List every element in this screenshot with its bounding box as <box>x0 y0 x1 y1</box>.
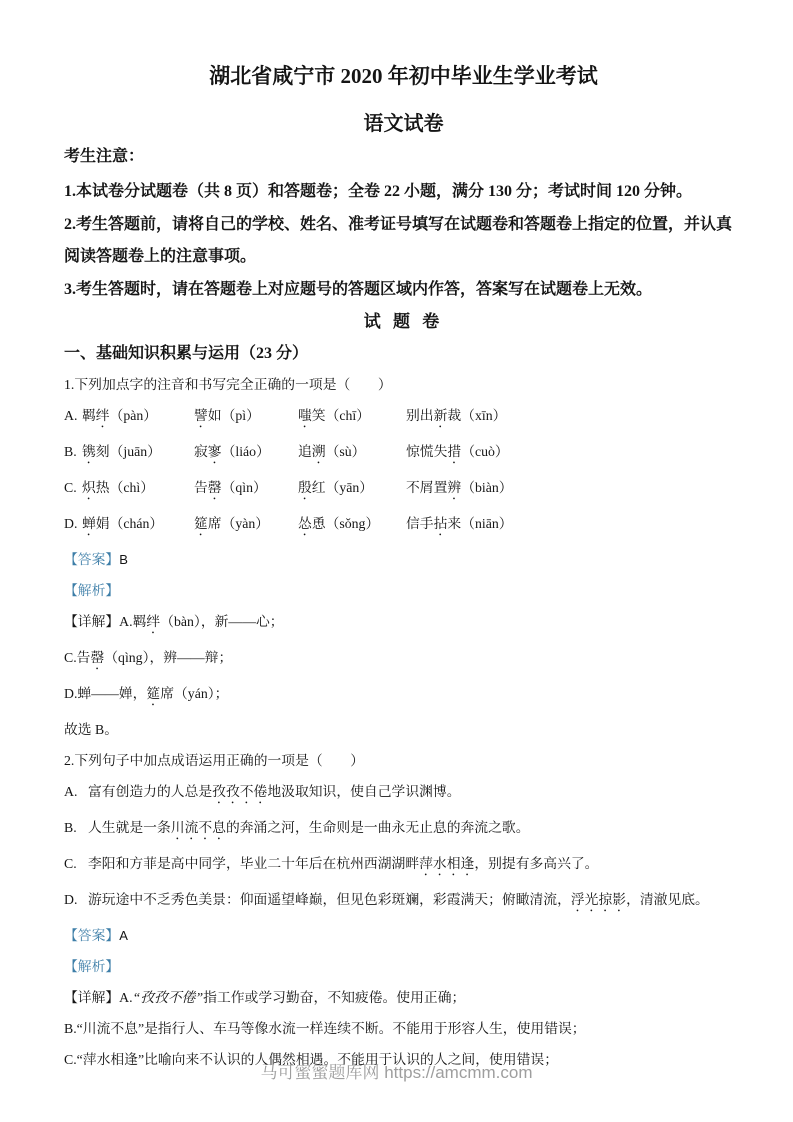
option-item: 譬如（pì） <box>194 408 260 423</box>
option-row <box>64 890 743 915</box>
option-item: 蝉娟（chán） <box>82 516 164 531</box>
detail-line: 故选 B。 <box>64 722 119 737</box>
option-row <box>64 478 743 503</box>
option-text: 富有创造力的人总是孜孜不倦地汲取知识，使自己学识渊博。 <box>88 784 461 799</box>
notice-item-3: 3.考生答题时，请在答题卷上对应题号的答题区域内作答，答案写在试题卷上无效。 <box>64 281 653 298</box>
option-item: 羁绊（pàn） <box>82 408 158 423</box>
option-item: 追溯（sù） <box>298 444 366 459</box>
document-content <box>64 62 743 1070</box>
document-title: 湖北省咸宁市 2020 年初中毕业生学业考试 <box>209 64 598 88</box>
answer-line <box>64 550 743 570</box>
option-label: B. <box>64 444 77 459</box>
option-item: 寂寥（liáo） <box>194 444 270 459</box>
option-label: A. <box>64 408 78 423</box>
answer-value: A <box>119 928 128 943</box>
notice-heading: 考生注意： <box>64 148 145 165</box>
option-row <box>64 514 743 539</box>
option-item: 镌刻（juān） <box>82 444 161 459</box>
option-item: 怂恿（sǒng） <box>298 516 380 531</box>
detail-line: 【详解】A.羁绊（bàn），新——心； <box>64 614 284 629</box>
option-row <box>64 442 743 467</box>
answer-value: B <box>119 552 128 567</box>
option-row <box>64 818 743 843</box>
option-label: C. <box>64 856 77 871</box>
option-text: 人生就是一条川流不息的奔涌之河，生命则是一曲永无止息的奔流之歌。 <box>88 820 530 835</box>
analysis-label: 【解析】 <box>64 583 120 598</box>
option-item: 不屑置辨（biàn） <box>406 480 513 495</box>
footer-watermark: 马可蜜蜜题库网 https://amcmm.com <box>260 1063 533 1082</box>
option-item: 筵席（yàn） <box>194 516 270 531</box>
option-label: B. <box>64 820 77 835</box>
detail-line: C.告罄（qìng），辨——辩； <box>64 650 233 665</box>
analysis-label: 【解析】 <box>64 959 120 974</box>
option-row <box>64 854 743 879</box>
option-label: C. <box>64 480 77 495</box>
option-item: 别出新裁（xīn） <box>406 408 507 423</box>
question-stem: 1.下列加点字的注音和书写完全正确的一项是（ ） <box>64 377 392 392</box>
option-item: 信手拈来（niān） <box>406 516 513 531</box>
analysis-line <box>64 957 743 977</box>
option-label: D. <box>64 892 78 907</box>
notice-item-1: 1.本试卷分试题卷（共 8 页）和答题卷；全卷 22 小题，满分 130 分；考试时间 120 分钟。 <box>64 183 693 200</box>
detail-line: C.“萍水相逢”比喻向来不认识的人偶然相遇。不能用于认识的人之间，使用错误； <box>64 1052 558 1067</box>
document-subtitle: 语文试卷 <box>363 113 444 135</box>
option-item: 炽热（chì） <box>82 480 155 495</box>
detail-line: 【详解】A.“孜孜不倦”指工作或学习勤奋，不知疲倦。使用正确； <box>64 990 466 1005</box>
notice-item-2: 2.考生答题前，请将自己的学校、姓名、准考证号填写在试题卷和答题卷上指定的位置，并认真阅读答题卷上的注意事项。 <box>64 216 733 265</box>
option-text: 游玩途中不乏秀色美景：仰面遥望峰巅，但见色彩斑斓，彩霞满天；俯瞰清流，浮光掠影，清澈见底。 <box>88 892 709 907</box>
answer-label: 【答案】 <box>64 552 120 567</box>
answer-label: 【答案】 <box>64 928 120 943</box>
option-row <box>64 406 743 431</box>
option-item: 告罄（qìn） <box>194 480 267 495</box>
option-label: D. <box>64 516 78 531</box>
option-item: 惊慌失措（cuò） <box>406 444 509 459</box>
analysis-line <box>64 581 743 601</box>
option-row <box>64 782 743 807</box>
option-item: 殷红（yān） <box>298 480 374 495</box>
question-stem: 2.下列句子中加点成语运用正确的一项是（ ） <box>64 753 365 768</box>
paper-title: 试 题 卷 <box>363 312 444 331</box>
detail-line: D.蝉——婵，筵席（yán）； <box>64 686 229 701</box>
option-text: 李阳和方菲是高中同学，毕业二十年后在杭州西湖湖畔萍水相逢，别提有多高兴了。 <box>88 856 599 871</box>
section-heading: 一、基础知识积累与运用（23 分） <box>64 345 309 362</box>
option-item: 嗤笑（chī） <box>298 408 371 423</box>
answer-line <box>64 926 743 946</box>
option-label: A. <box>64 784 78 799</box>
detail-line: B.“川流不息”是指行人、车马等像水流一样连续不断。不能用于形容人生，使用错误； <box>64 1021 586 1036</box>
